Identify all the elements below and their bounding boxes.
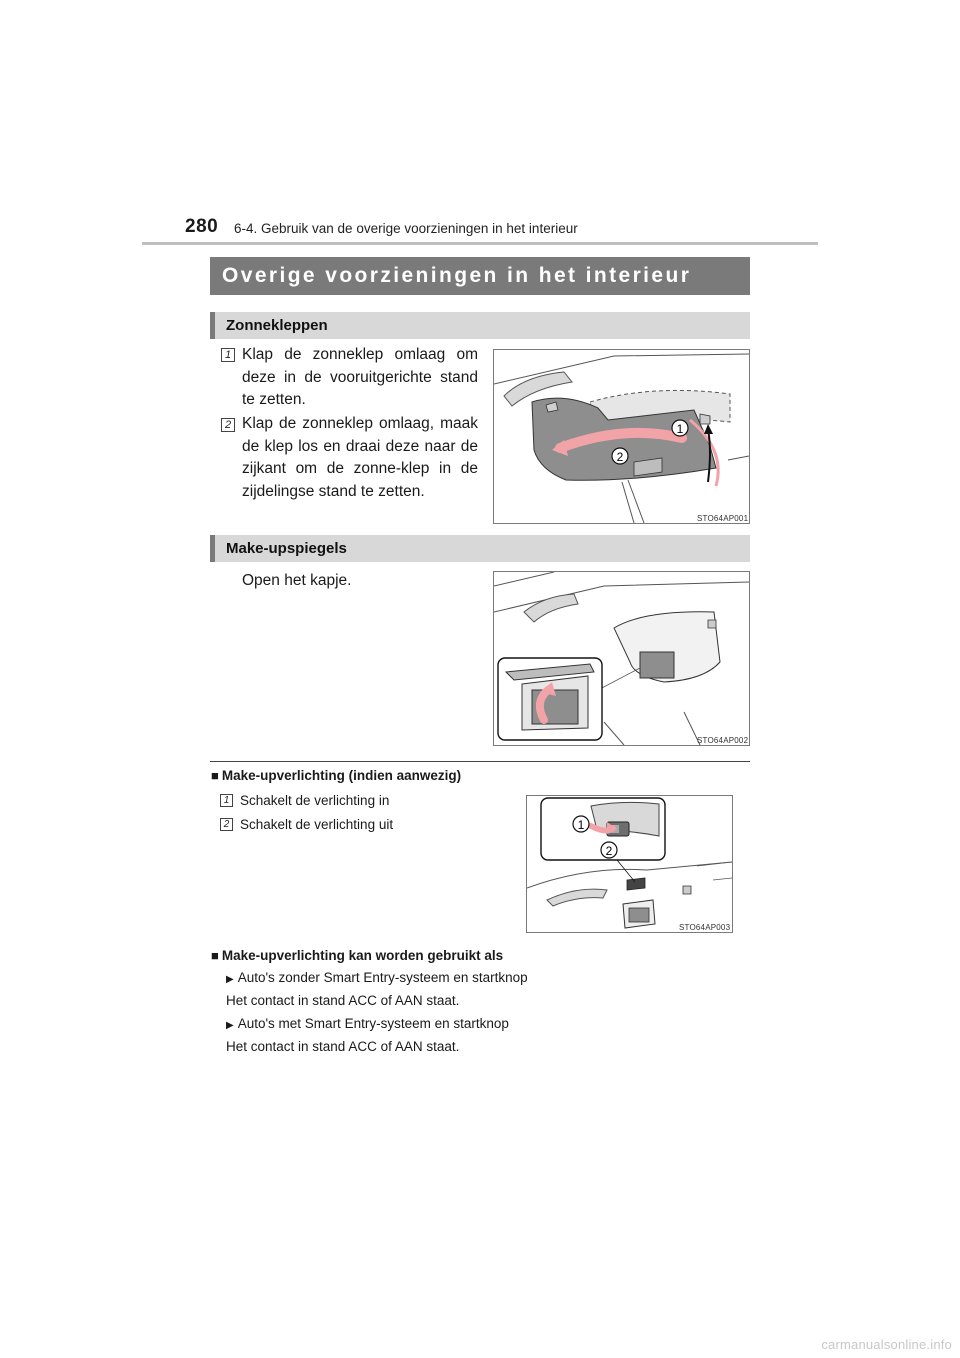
condition-text: Auto's zonder Smart Entry-systeem en startknop <box>237 970 528 985</box>
instruction-text: Open het kapje. <box>242 572 352 589</box>
step-badge: 2 <box>220 818 233 831</box>
step-badge: 1 <box>220 794 233 807</box>
vanity-mirror-illustration <box>494 572 749 745</box>
step-text: Klap de zonneklep omlaag, maak de klep los en draai deze naar de zijkant om de zonne-klep in de zijdelingse stand te zetten. <box>242 415 478 500</box>
callout-2: 2 <box>616 450 624 464</box>
sun-visor-figure <box>493 349 750 524</box>
section-path: 6-4. Gebruik van de overige voorzieningen in het interieur <box>234 221 578 236</box>
condition-line <box>226 970 528 985</box>
section-title-vanity-mirrors: Make-upspiegels <box>210 535 750 562</box>
header-rule <box>142 242 818 245</box>
step-text: Klap de zonneklep omlaag om deze in de vooruitgerichte stand te zetten. <box>242 346 478 408</box>
note-heading-text: Make-upverlichting kan worden gebruikt als <box>221 948 504 963</box>
condition-text: Auto's met Smart Entry-systeem en startknop <box>237 1016 509 1031</box>
lighting-step-text: Schakelt de verlichting uit <box>240 817 394 832</box>
chapter-title: Overige voorzieningen in het interieur <box>210 257 750 295</box>
triangle-bullet-icon: ▶ <box>226 1020 234 1031</box>
figure-code: STO64AP001 <box>697 514 749 523</box>
condition-result: Het contact in stand ACC of AAN staat. <box>226 993 460 1008</box>
lighting-figure <box>526 795 733 933</box>
step-badge: 2 <box>221 418 235 432</box>
callout-1: 1 <box>577 818 585 832</box>
callout-1: 1 <box>676 422 684 436</box>
square-bullet-icon: ■ <box>211 948 219 963</box>
step-badge: 1 <box>221 348 235 362</box>
figure-code: STO64AP002 <box>697 736 749 745</box>
callout-2: 2 <box>605 844 613 858</box>
sun-visor-illustration <box>494 350 749 523</box>
watermark: carmanualsonline.info <box>821 1337 952 1352</box>
square-bullet-icon: ■ <box>211 768 219 783</box>
note-heading-usage <box>211 948 503 963</box>
figure-code: STO64AP003 <box>679 923 731 932</box>
condition-line <box>226 1016 509 1031</box>
section-title-sun-visors: Zonnekleppen <box>210 312 750 339</box>
note-heading-text: Make-upverlichting (indien aanwezig) <box>221 768 462 783</box>
lighting-step-text: Schakelt de verlichting in <box>240 793 390 808</box>
note-heading-lighting <box>211 768 461 783</box>
lighting-illustration <box>527 796 732 932</box>
condition-result: Het contact in stand ACC of AAN staat. <box>226 1039 460 1054</box>
vanity-mirror-figure <box>493 571 750 746</box>
page-number: 280 <box>185 216 219 237</box>
section-divider <box>210 761 750 762</box>
triangle-bullet-icon: ▶ <box>226 974 234 985</box>
